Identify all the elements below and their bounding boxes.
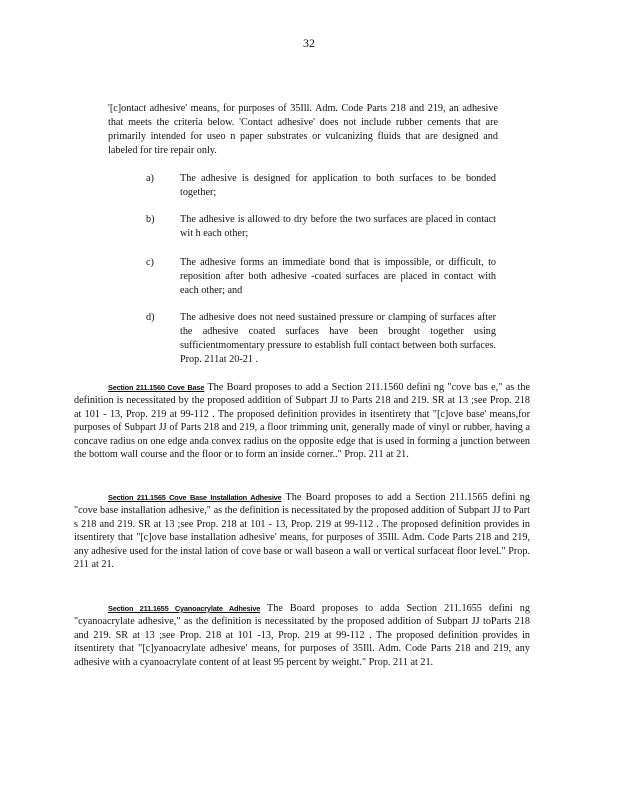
criteria-item (146, 311, 496, 367)
section-paragraph (74, 602, 530, 669)
section-heading: Section 211.1560 Cove Base (108, 383, 205, 392)
section-body: The Board proposes to add a Section 211.1565 defini ng "cove base installation adhesive," as the definition is necessitated by the proposed addition of Subpart JJ to Part s 218 and 219. SR at 13 ;see Prop. 218 at 101 - 13, Prop. 219 at 99-112 . The proposed definition provides in itsentirety that "[c]ove base installation adhesive' means, for purposes of 35Ill. Adm. Code Parts 218 and 219, any adhesive used for the instal lation of cove base or wall baseon a wall or vertical surfaceat floor level." Prop. 211 at 21. (74, 492, 530, 571)
criteria-item-text: The adhesive forms an immediate bond that is impossible, or difficult, to reposition after both adhesive -coated surfaces are placed in contact with each other; and (180, 257, 496, 296)
criteria-item-letter: d) (146, 312, 155, 323)
section-paragraph (74, 381, 530, 461)
criteria-item (146, 256, 496, 298)
definition-paragraph: '[c]ontact adhesive' means, for purposes of 35Ill. Adm. Code Parts 218 and 219, an adhesive that meets the criteria below. 'Contact adhesive' does not include rubber cements that are primarily intended for useo n paper substrates or vulcanizing fluids that are designed and labeled for tire repair only. (108, 103, 498, 156)
criteria-item-text: The adhesive does not need sustained pressure or clamping of surfaces after the adhesive coated surfaces have been brought together using sufficientmomentary pressure to establish full contact between both surfaces. Prop. 211at 20-21 . (180, 312, 496, 365)
criteria-item-letter: c) (146, 257, 154, 268)
criteria-item-text: The adhesive is designed for application to both surfaces to be bonded together; (180, 173, 496, 198)
section-paragraph (74, 491, 530, 571)
section-heading: Section 211.1655 Cyanoacrylate Adhesive (108, 604, 261, 613)
section-body: The Board proposes to adda Section 211.1655 defini ng "cyanoacrylate adhesive," as the definition is necessitated by the proposed addition of Subpart JJ toParts 218 and 219. SR at 13 ;see Prop. 218 at 101 -13, Prop. 219 at 99-112 . The proposed definition provides in itsentirety that "[c]yanoacrylate adhesive' means, for purposes of 35Ill. Adm. Code Parts 218 and 219, any adhesive with a cyanoacrylate content of at least 95 percent by weight." Prop. 211 at 21. (74, 603, 530, 668)
criteria-item-letter: a) (146, 173, 154, 184)
criteria-item (146, 213, 496, 241)
criteria-item-text: The adhesive is allowed to dry before the two surfaces are placed in contact wit h each other; (180, 214, 496, 239)
criteria-item (146, 172, 496, 200)
criteria-item-letter: b) (146, 214, 155, 225)
page-number: 32 (303, 36, 315, 50)
section-body: The Board proposes to add a Section 211.1560 defini ng "cove bas e," as the definition is necessitated by the proposed addition of Subpart JJ to Parts 218 and 219. SR at 13 ;see Prop. 218 at 101 - 13, Prop. 219 at 99-112 . The proposed definition provides in itsentirety that "[c]ove base' means,for purposes of Subpart JJ of Parts 218 and 219, a floor trimming unit, generally made of vinyl or rubber, having a concave radius on one edge anda convex radius on the opposite edge that is used in forming a junction between the bottom wall course and the floor or to form an inside corner.." Prop. 211 at 21. (74, 382, 531, 461)
section-heading: Section 211.1565 Cove Base Installation Adhesive (108, 493, 282, 502)
